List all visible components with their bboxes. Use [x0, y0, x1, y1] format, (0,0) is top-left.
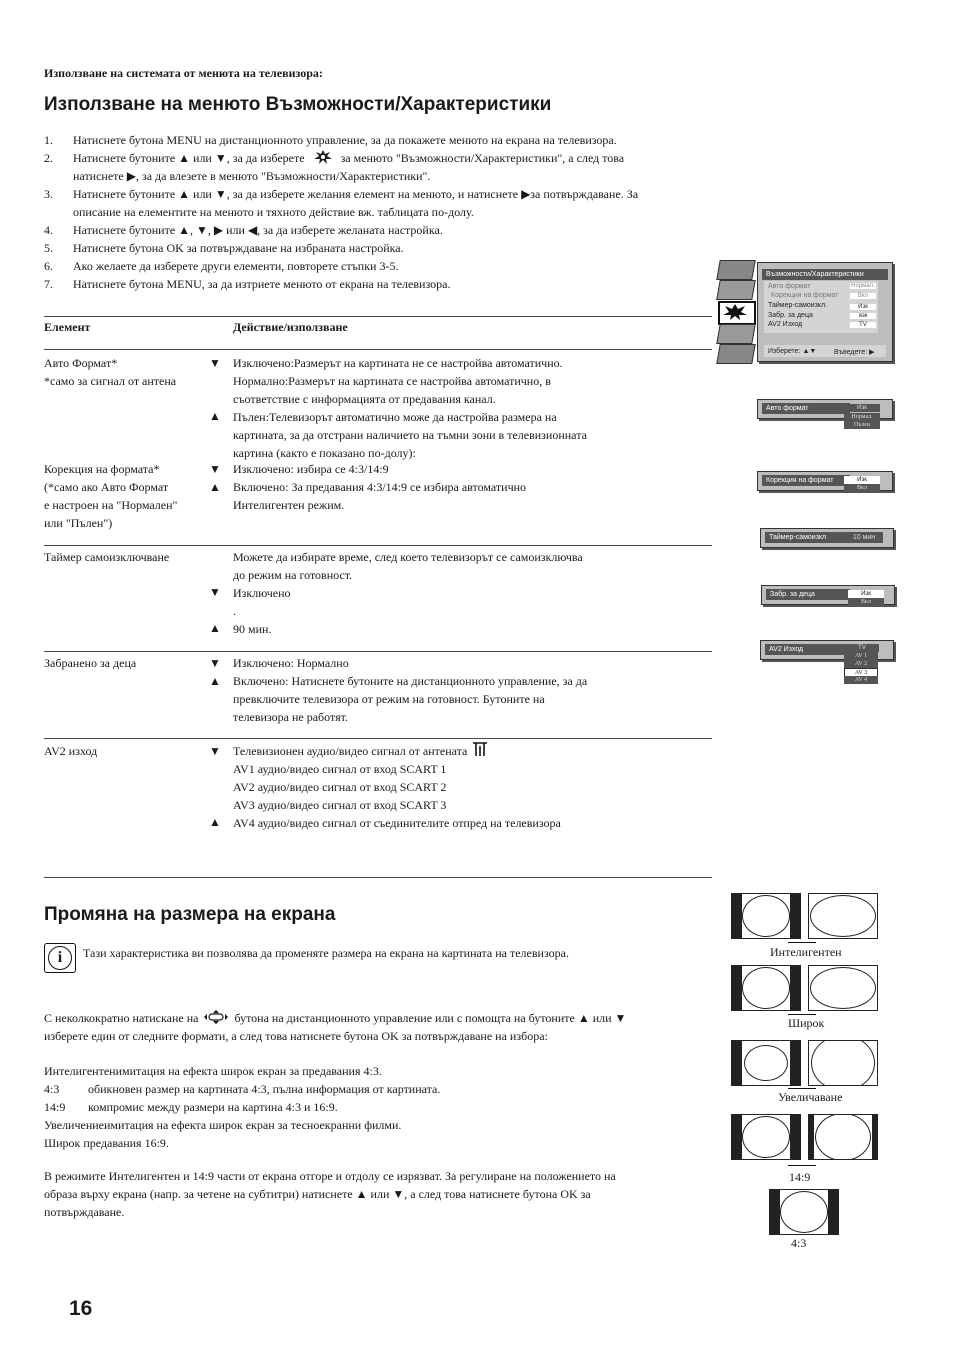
- mini-menu-option: Изк: [844, 404, 880, 412]
- row-kids-element: Забранено за деца: [44, 656, 137, 670]
- mini-menu-label: Таймер-самоизкл: [765, 532, 849, 543]
- sound-tab-icon: [716, 280, 756, 300]
- info-icon: i: [44, 943, 76, 973]
- arrow-icon: [788, 1088, 816, 1089]
- mini-menu-option: AV 1: [844, 652, 878, 660]
- step-5: 5. Натиснете бутона OK за потвърждаване на избраната настройка.: [44, 241, 404, 255]
- down-arrow-icon: ▼: [209, 744, 221, 758]
- caption-smart: Интелигентен: [770, 945, 842, 959]
- mini-menu-label: AV2 Изход: [765, 644, 849, 655]
- format-item: 4:3 обикновен размер на картината 4:3, пълна информация от картината.: [44, 1082, 441, 1096]
- tv-menu-value: Нормал.: [851, 283, 875, 289]
- tv-menu-item: AV2 Изход: [768, 321, 803, 328]
- mini-menu-option: TV: [845, 644, 879, 652]
- row-kids-action: Изключено: Нормално Включено: Натиснете бутоните на дистанционното управление, за да превключите телевизора от режим на готовност. Бутоните на телевизора не работят.: [233, 656, 588, 724]
- screen-14x9-result: [808, 1114, 878, 1160]
- row-rule: [44, 651, 712, 652]
- mini-menu-option: Изк: [848, 590, 884, 598]
- caption-4x3: 4:3: [791, 1236, 807, 1250]
- table-top-rule: [44, 316, 712, 317]
- row-av2-action: Телевизионен аудио/видео сигнал от антената AV1 аудио/видео сигнал от вход SCART 1 AV2 аудио/видео сигнал от вход SCART 2 AV3 аудио/видео сигнал от вход SCART 3 AV4 аудио/видео сигнал от съединителите отпред на телевизора: [233, 744, 561, 830]
- tv-menu-value: Изк: [850, 304, 876, 310]
- format-item: Широк предавания 16:9.: [44, 1136, 169, 1150]
- format-item: Интелигентенимитация на ефекта широк екран за предавания 4:3.: [44, 1064, 382, 1078]
- mini-menu-option: AV 3: [844, 668, 878, 678]
- section-title-features: Използване на менюто Възможности/Характеристики: [44, 94, 552, 115]
- caption-14x9: 14:9: [789, 1170, 811, 1184]
- mini-menu-option: Нормал.: [844, 413, 880, 421]
- page-number: 16: [69, 1297, 93, 1320]
- mini-menu-option: Пълен: [844, 421, 880, 429]
- arrow-icon: [788, 1014, 816, 1015]
- row-corr-element: Корекция на формата* (*само ако Авто Формат е настроен на "Нормален" или "Пълен"): [44, 462, 178, 530]
- tv-menu-footer-right: Въведете: ▶: [834, 349, 875, 356]
- tv-menu-footer-left: Изберете: ▲▼: [768, 348, 817, 355]
- format-list: [44, 1062, 684, 1152]
- tv-menu-value: изк: [850, 313, 876, 319]
- tv-menu-title: Възможности/Характеристики: [762, 269, 888, 280]
- info-text: Тази характеристика ви позволява да променяте размера на екрана на картината на телевизора.: [83, 946, 569, 960]
- format-item: 14:9 компромис между размери на картина 4:3 и 16:9.: [44, 1100, 338, 1114]
- table-header-rule: [44, 349, 712, 350]
- format-item: Увеличениеимитация на ефекта широк екран за тесноекранни филми.: [44, 1118, 402, 1132]
- mini-menu-label: Авто формат: [762, 403, 850, 414]
- down-arrow-icon: ▼: [209, 356, 221, 370]
- tv-menu-item: Корекция на формат: [771, 292, 839, 299]
- screen-4x3-source: [731, 965, 801, 1011]
- screen-4x3-result: [769, 1189, 839, 1235]
- antenna-icon: [472, 742, 488, 756]
- row-av2-element: AV2 изход: [44, 744, 98, 758]
- features-tab-icon: [718, 301, 756, 325]
- tv-features-menu: [757, 262, 893, 362]
- setup-tab-icon: [716, 344, 756, 364]
- section-rule: [44, 877, 712, 878]
- row-timer-action: Можете да избирате време, след което телевизорът се самоизключва до режим на готовност. Изключено . 90 мин.: [233, 550, 583, 636]
- caption-zoom: Увеличаване: [778, 1090, 843, 1104]
- step-4: 4. Натиснете бутоните ▲, ▼, ▶ или ◀, за да изберете желаната настройка.: [44, 223, 443, 237]
- up-arrow-icon: ▲: [209, 480, 221, 494]
- tv-menu-item: Забр. за деца: [768, 312, 813, 319]
- screen-wide-result: [808, 965, 878, 1011]
- table-header-element: Елемент: [44, 320, 91, 334]
- up-arrow-icon: ▲: [209, 409, 221, 423]
- mini-menu-label: Забр. за деца: [766, 589, 850, 600]
- mini-menu-option: Вкл: [848, 598, 884, 606]
- row-corr-action: Изключено: избира се 4:3/14:9 Включено: За предавания 4:3/14:9 се избира автоматично Интелигентен режим.: [233, 462, 527, 512]
- table-header-action: Действие/използване: [233, 320, 348, 334]
- step-3: 3. Натиснете бутоните ▲ или ▼, за да изберете желания елемент на менюто, и натиснете ▶за потвърждаване. За описание на елементите на менюто и тяхното действие вж. таблицата по-долу.: [44, 187, 639, 219]
- instructions-paragraph: С неколкократно натискане на бутона на дистанционното управление или с помощта на бутоните ▲ или ▼ изберете един от следните формати, а след това натиснете бутона OK за потвърждаване на избора:: [44, 1011, 627, 1043]
- row-auto-element: Авто Формат* *само за сигнал от антена: [44, 356, 177, 388]
- features-star-icon: [314, 150, 332, 164]
- row-rule: [44, 738, 712, 739]
- tv-menu-value: Вкл: [850, 293, 876, 299]
- row-rule: [44, 545, 712, 546]
- section-title-screen-size: Промяна на размера на екрана: [44, 904, 336, 925]
- mini-menu-timer: [760, 528, 894, 548]
- mini-menu-option: AV 2: [844, 660, 878, 668]
- screen-zoom-result: [808, 1040, 878, 1086]
- menu-category-tabs: [716, 260, 756, 366]
- tv-menu-item: Таймер-самоизкл.: [768, 302, 828, 309]
- mini-menu-option: AV 4: [844, 676, 878, 684]
- step-7: 7. Натиснете бутона MENU, за да изтриете менюто от екрана на телевизора.: [44, 277, 451, 291]
- step-2: 2. Натиснете бутоните ▲ или ▼, за да изберете за менюто "Възможности/Характеристики", а след това натиснете ▶, за да влезете в менюто "Възможности/Характеристики".: [44, 151, 625, 183]
- mini-menu-option: Вкл: [844, 484, 880, 492]
- row-timer-element: Таймер самоизключване: [44, 550, 170, 564]
- picture-tab-icon: [716, 260, 756, 280]
- caption-wide: Широк: [788, 1016, 825, 1030]
- up-arrow-icon: ▲: [209, 621, 221, 635]
- up-arrow-icon: ▲: [209, 674, 221, 688]
- note-paragraph: В режимите Интелигентен и 14:9 части от екрана отгоре и отдолу се изрязват. За регулиране на положението на образа върху екрана (напр. за четене на субтитри) натиснете ▲ или ▼, а след това натиснете бутона OK за потвърждаване.: [44, 1169, 616, 1219]
- up-arrow-icon: ▲: [209, 815, 221, 829]
- tv-menu-item: Авто формат: [768, 283, 811, 290]
- arrow-icon: [788, 1165, 816, 1166]
- screen-4x3-source: [731, 1114, 801, 1160]
- screen-smart-result: [808, 893, 878, 939]
- screen-format-icon: [204, 1010, 228, 1024]
- down-arrow-icon: ▼: [209, 462, 221, 476]
- row-auto-action: Изключено:Размерът на картината не се настройва автоматично. Нормално:Размерът на картината се настройва автоматично, в съответствие с информацията от предавания канал. Пълен:Телевизорът автоматично може да настройва размера на картината, за да отстрани наличието на тъмни зони в телевизионната картина (както е показано по-долу):: [233, 356, 587, 460]
- mini-menu-option: Изк: [844, 476, 880, 484]
- steps-list: [44, 131, 704, 293]
- arrow-icon: [788, 942, 816, 943]
- step-6: 6. Ако желаете да изберете други елементи, повторете стъпки 3-5.: [44, 259, 399, 273]
- down-arrow-icon: ▼: [209, 585, 221, 599]
- tv-menu-value: TV: [850, 322, 876, 328]
- mini-menu-value: 10 мин: [845, 532, 883, 543]
- step-1: 1. Натиснете бутона MENU на дистанционното управление, за да покажете менюто на екрана на телевизора.: [44, 133, 617, 147]
- screen-4x3-source: [731, 893, 801, 939]
- screen-letterbox-source: [731, 1040, 801, 1086]
- down-arrow-icon: ▼: [209, 656, 221, 670]
- install-tab-icon: [716, 324, 756, 344]
- mini-menu-label: Корекция на формат: [762, 475, 850, 486]
- running-header: Използване на системата от менюта на телевизора:: [44, 66, 323, 80]
